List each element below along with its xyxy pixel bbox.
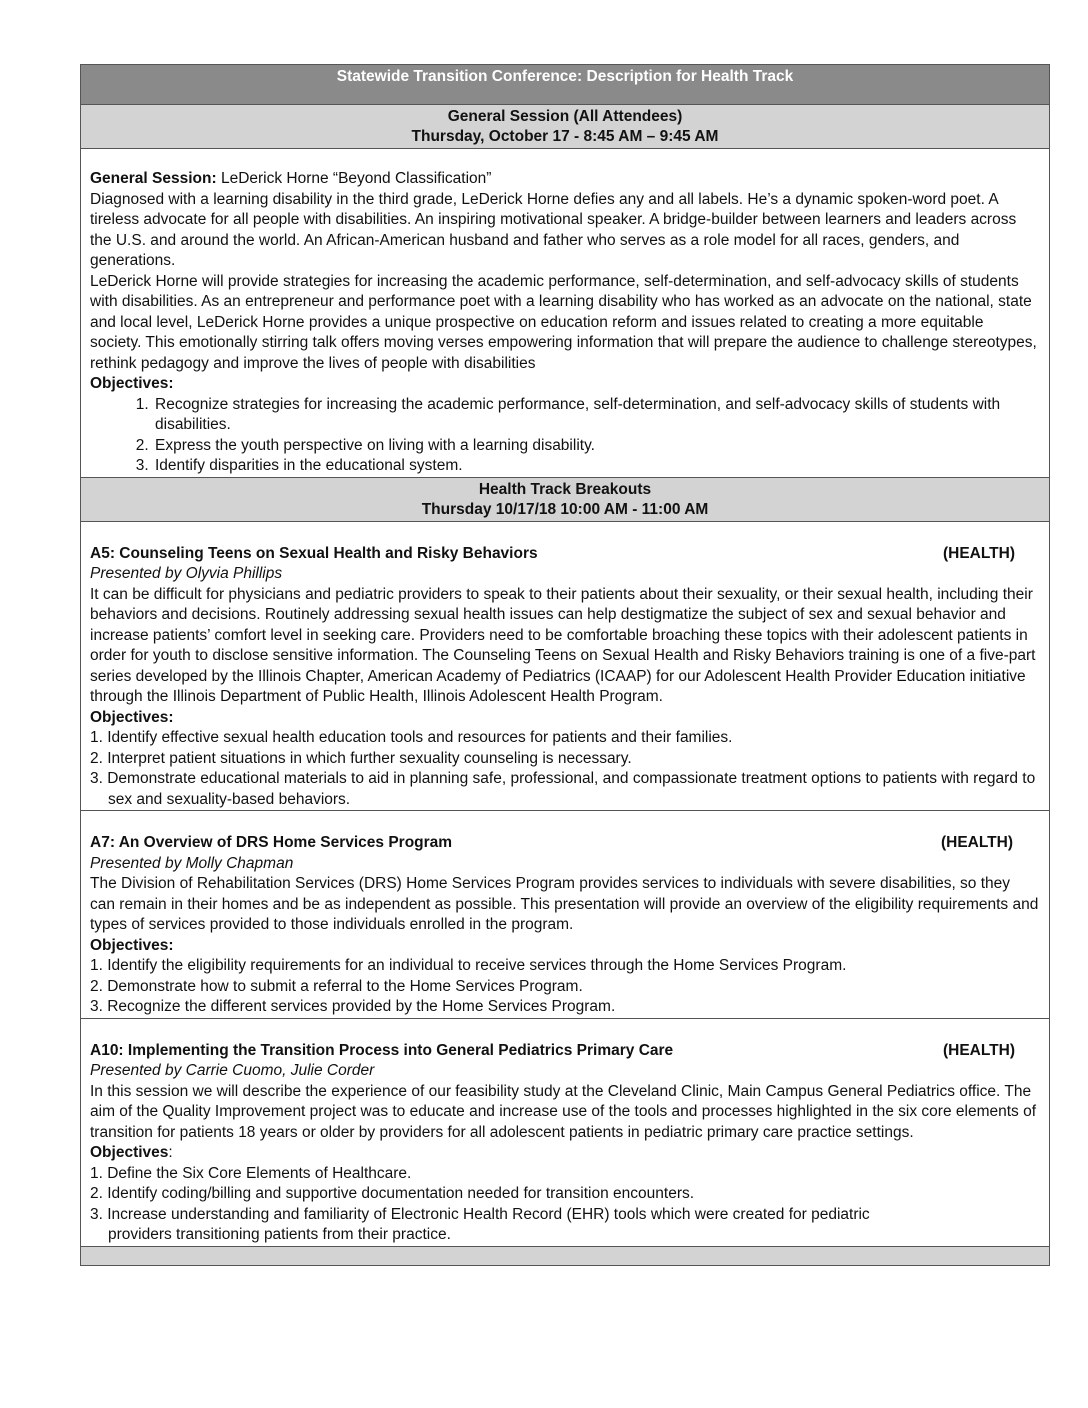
objective-item: 2. Demonstrate how to submit a referral to the Home Services Program. <box>90 977 583 995</box>
general-session-para2: LeDerick Horne will provide strategies for increasing the academic performance, self-determination, and self-advocacy skills of students with disabilities. As an entrepreneur and performance poet with a learning disability who has worked as an advocate on the national, state and local level, LeDerick Horne provides a unique prospective on education reform and issues related to creating a more equitable society. This emotionally stirring talk offers moving verses empowering information that will prepare the audience to challenge stereotypes, rethink pedagogy and improve the lives of people with disabilities <box>90 272 1037 372</box>
general-session-objectives <box>90 395 1039 477</box>
session-presenter: Presented by Carrie Cuomo, Julie Corder <box>90 1062 375 1079</box>
breakouts-heading-line2: Thursday 10/17/18 10:00 AM - 11:00 AM <box>421 500 709 518</box>
session-description: It can be difficult for physicians and pediatric providers to speak to their patients about their sexuality, or their sexual health, including their behaviors and decisions. Routinely addressing sexual health issues can help destigmatize the subject of sex and sexual behavior and increase patients’ comfort level in seeking care. Providers need to be comfortable broaching these topics with their adolescent patients in order for youth to disclose sensitive information. The Counseling Teens on Sexual Health and Risky Behaviors training is one of a five-part series developed by the Illinois Chapter, American Academy of Pediatrics (ICAAP) for our Adolescent Health Provider Education initiative through the Illinois Department of Public Health, Illinois Adolescent Health Program. <box>90 585 1036 705</box>
objective-item: 2. Interpret patient situations in which further sexuality counseling is necessary. <box>90 749 632 767</box>
session-title: A7: An Overview of DRS Home Services Program <box>90 834 453 851</box>
general-session-heading-line2: Thursday, October 17 - 8:45 AM – 9:45 AM <box>411 128 719 145</box>
general-session-heading <box>81 105 1049 149</box>
session-objectives-label: Objectives: <box>90 936 174 954</box>
session-a5 <box>81 522 1049 812</box>
objective-item: 3. Recognize the different services provided by the Home Services Program. <box>90 998 616 1015</box>
session-title-row <box>90 833 1039 854</box>
general-session-heading-line1: General Session (All Attendees) <box>447 108 683 125</box>
breakouts-heading-line1: Health Track Breakouts <box>478 480 652 498</box>
general-session-section <box>81 149 1049 478</box>
session-objectives-label: Objectives: <box>90 708 174 726</box>
session-presenter: Presented by Olyvia Phillips <box>90 565 283 582</box>
session-objectives <box>90 1164 1039 1246</box>
objective-item: 1. Recognize strategies for increasing the academic performance, self-determination, and self-advocacy skills of students with disabilities. <box>153 395 1039 436</box>
session-a10 <box>81 1019 1049 1247</box>
session-description: The Division of Rehabilitation Services (DRS) Home Services Program provides services to individuals with severe disabilities, so they can remain in their homes and be as independent as possible. This presentation will provide an overview of the eligibility requirements and types of services provided to those individuals enrolled in the program. <box>90 875 1039 933</box>
objective-item: 1. Identify the eligibility requirements for an individual to receive services through the Home Services Program. <box>90 957 847 974</box>
session-objectives-line <box>90 1143 1039 1164</box>
document-title: Statewide Transition Conference: Description for Health Track <box>81 65 1049 105</box>
document-table <box>80 64 1050 1266</box>
objective-item: 3. Demonstrate educational materials to aid in planning safe, professional, and compassionate treatment options to patients with regard to sex and sexuality-based behaviors. <box>90 770 1036 808</box>
session-track-tag: (HEALTH) <box>942 1041 1015 1059</box>
objective-item: 3. Increase understanding and familiarity of Electronic Health Record (EHR) tools which were created for pediatric providers transitioning patients from their practice. <box>90 1205 870 1243</box>
session-title: A5: Counseling Teens on Sexual Health and Risky Behaviors <box>90 544 538 562</box>
session-objectives <box>90 728 1039 810</box>
session-a7 <box>81 811 1049 1019</box>
objective-item: 2. Express the youth perspective on living with a learning disability. <box>153 436 1039 457</box>
session-objectives-colon: : <box>168 1144 173 1161</box>
objective-item: 1. Define the Six Core Elements of Healthcare. <box>90 1164 412 1182</box>
session-title-row <box>90 1041 1039 1062</box>
session-presenter: Presented by Molly Chapman <box>90 854 294 872</box>
general-session-title: LeDerick Horne “Beyond Classification” <box>216 170 492 187</box>
breakouts-heading <box>81 478 1049 522</box>
session-title-row <box>90 544 1039 565</box>
session-track-tag: (HEALTH) <box>940 834 1013 851</box>
general-session-title-line <box>90 169 1039 190</box>
session-title: A10: Implementing the Transition Process into General Pediatrics Primary Care <box>90 1041 674 1059</box>
general-session-para1: Diagnosed with a learning disability in the third grade, LeDerick Horne defies any and all labels. He’s a dynamic spoken-word poet. A tireless advocate for all people with disabilities. An inspiring motivational speaker. A bridge-builder between learners and leaders across the U.S. and around the world. An African-American husband and father who serves as a role model for all races, genders, and generations. <box>90 190 1017 269</box>
table-footer-bar <box>81 1247 1049 1265</box>
general-session-label: General Session: <box>90 170 217 187</box>
objective-item: 1. Identify effective sexual health education tools and resources for patients and their families. <box>90 729 733 746</box>
session-objectives <box>90 956 1039 1018</box>
session-description: In this session we will describe the experience of our feasibility study at the Cleveland Clinic, Main Campus General Pediatrics office. The aim of the Quality Improvement project was to educate and increase use of the tools and processes highlighted in the six core elements of transition for patients 18 years or older by providers for all adolescent patients in pediatric primary care practice settings. <box>90 1082 1037 1141</box>
objective-item: 3. Identify disparities in the educational system. <box>153 456 1039 477</box>
session-objectives-label: Objectives <box>90 1144 169 1161</box>
session-track-tag: (HEALTH) <box>942 544 1015 562</box>
general-session-objectives-label: Objectives: <box>90 375 174 392</box>
objective-item: 2. Identify coding/billing and supportive documentation needed for transition encounters. <box>90 1185 695 1202</box>
